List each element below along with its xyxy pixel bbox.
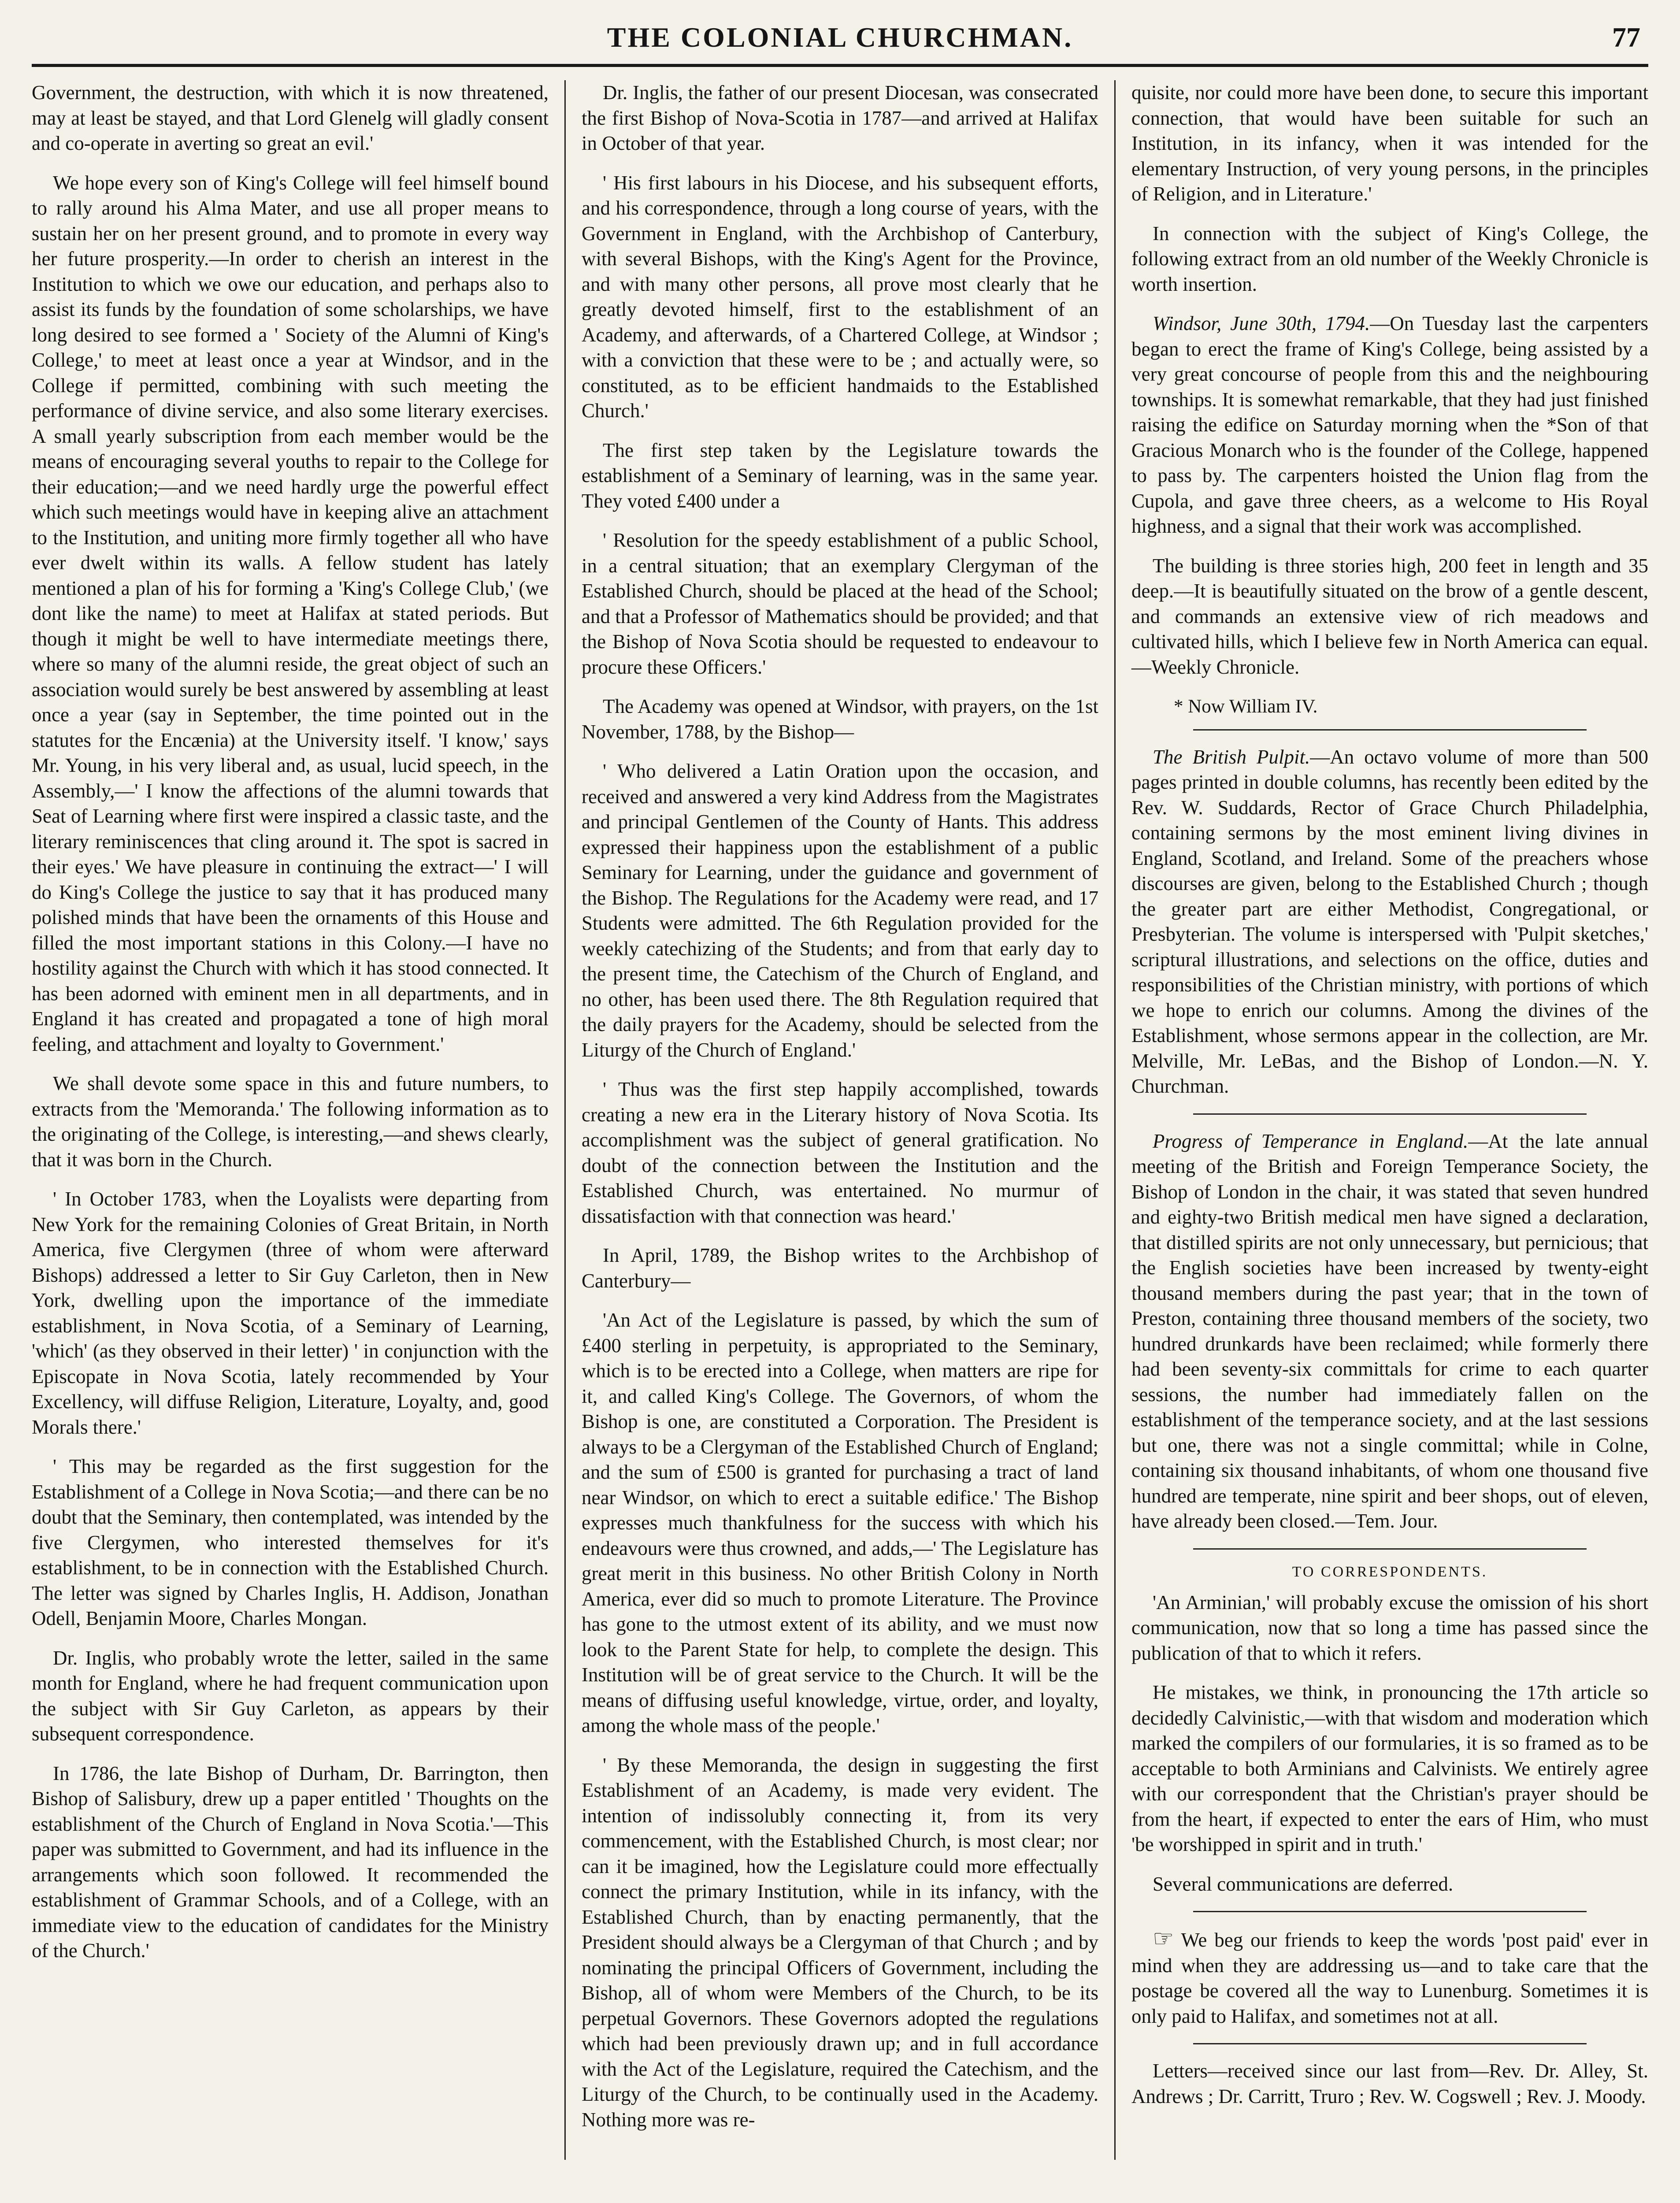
- footnote: * Now William IV.: [1174, 696, 1318, 717]
- paragraph: The building is three stories high, 200 feet in length and 35 deep.—It is beautifully situated on the brow of a gentle descent, and commands an extensive view of rich meadows and cultivated hills, which I believe few in North America can equal.—Weekly Chronicle.: [1131, 554, 1648, 678]
- notice-body: —At the late annual meeting of the British and Foreign Temperance Society, the Bishop of London in the chair, it was stated that seven hundred and eighty-two British medical men have signed a declaration, that distilled spirits are not only unnecessary, but pernicious; that the English societies have been increased by twenty-eight thousand members during the past year; that in the town of Preston, containing three thousand members of the society, two hundred drunkards have been reclaimed; while formerly there had been seventy-six committals for crime to each quarter sessions, the number had immediately fallen on the establishment of the temperance society, and at the last sessions but one, there was not a single committal; while in Colne, containing six thousand inhabitants, of whom one thousand five hundred are temperate, nine spirit and beer shops, out of eleven, have already been closed.—Tem. Jour.: [1131, 1130, 1648, 1532]
- column-1: [32, 80, 564, 2160]
- paragraph: The first step taken by the Legislature towards the establishment of a Seminary of learning, was in the same year. They voted £400 under a: [582, 439, 1098, 512]
- paragraph: ' Who delivered a Latin Oration upon the occasion, and received and answered a very kind Address from the Magistrates and principal Gentlemen of the County of Hants. This address expressed their happiness upon the establishment of a public Seminary for Learning, under the guidance and government of the Bishop. The Regulations for the Academy were read, and 17 Students were admitted. The 6th Regulation provided for the weekly catechizing of the Students; and from that early day to the present time, the Catechism of the Church of England, and no other, has been used there. The 8th Regulation required that the daily prayers for the Academy, should be selected from the Liturgy of the Church of England.': [582, 760, 1098, 1061]
- page-number: 77: [1612, 22, 1640, 53]
- divider: [1193, 1548, 1587, 1550]
- paragraph: quisite, nor could more have been done, to secure this important connection, that would have been suitable for such an Institution, in its infancy, when it was intended for the elementary Instruction, of very young persons, in the principles of Religion, and in Literature.': [1131, 82, 1648, 205]
- paragraph: Dr. Inglis, who probably wrote the letter, sailed in the same month for England, where he had frequent communication upon the subject with Sir Guy Carleton, as appears by their subsequent correspondence.: [32, 1647, 549, 1745]
- column-3: [1114, 80, 1648, 2160]
- column-2: [564, 80, 1114, 2160]
- paragraph: ' This may be regarded as the first suggestion for the Establishment of a College in Nova Scotia;—and there can be no doubt that the Seminary, then contemplated, was intended by the five Clergymen, who interested themselves for it's establishment, to be in connection with the Established Church. The letter was signed by Charles Inglis, H. Addison, Jonathan Odell, Benjamin Moore, Charles Mongan.: [32, 1455, 549, 1629]
- paragraph: ' In October 1783, when the Loyalists were departing from New York for the remaining Colonies of Great Britain, in North America, five Clergymen (three of whom were afterward Bishops) addressed a letter to Sir Guy Carleton, then in New York, dwelling upon the importance of the immediate establishment, in Nova Scotia, of a Seminary of Learning, 'which' (as they observed in their letter) ' in conjunction with the Episcopate in Nova Scotia, lately recommended by Your Excellency, will diffuse Religion, Literature, Loyalty, and, good Morals there.': [32, 1188, 549, 1438]
- pointing-hand-icon: ☞: [1153, 1925, 1174, 1952]
- notice-body: We beg our friends to keep the words 'post paid' ever in mind when they are addressing us—and to take care that the postage be covered all the way to Lunenburg. Sometimes it is only paid to Halifax, and sometimes not at all.: [1131, 1929, 1648, 2027]
- paragraph: In April, 1789, the Bishop writes to the Archbishop of Canterbury—: [582, 1244, 1098, 1292]
- paragraph: Government, the destruction, with which it is now threatened, may at least be stayed, and that Lord Glenelg will gladly consent and co-operate in averting so great an evil.': [32, 82, 549, 154]
- paragraph: 'An Arminian,' will probably excuse the omission of his short communication, now that so long a time has passed since the publication of that to which it refers.: [1131, 1591, 1648, 1664]
- notice-heading: The British Pulpit.: [1153, 745, 1310, 768]
- divider: [1193, 1911, 1587, 1912]
- paragraph: ' Thus was the first step happily accomplished, towards creating a new era in the Literary history of Nova Scotia. Its accomplishment was the subject of general gratification. No doubt of the connection between the Institution and the Established Church, was entertained. No murmur of dissatisfaction with that connection was heard.': [582, 1078, 1098, 1227]
- notice-heading: Progress of Temperance in England.: [1153, 1130, 1469, 1152]
- report-body: —On Tuesday last the carpenters began to erect the frame of King's College, being assisted by a very great concourse of people from this and the neighbouring townships. It is somewhat remarkable, that they had just finished raising the edifice on Saturday morning when the *Son of that Gracious Monarch who is the founder of the College, happened to pass by. The carpenters hoisted the Union flag from the Cupola, and gave three cheers, as a welcome to His Royal highness, and a signal that their work was accomplished.: [1131, 312, 1648, 537]
- paragraph: Dr. Inglis, the father of our present Diocesan, was consecrated the first Bishop of Nova-Scotia in 1787—and arrived at Halifax in October of that year.: [582, 82, 1098, 154]
- paragraph: Several communications are deferred.: [1153, 1873, 1454, 1895]
- notice-british-pulpit: [1131, 745, 1648, 1099]
- dateline: Windsor, June 30th, 1794.: [1153, 312, 1370, 334]
- paragraph: The Academy was opened at Windsor, with prayers, on the 1st November, 1788, by the Bishop—: [582, 695, 1098, 743]
- notice-temperance: [1131, 1129, 1648, 1534]
- section-heading: TO CORRESPONDENTS.: [1292, 1563, 1488, 1580]
- divider: [1193, 1113, 1587, 1115]
- notice-postage: [1131, 1926, 1648, 2029]
- masthead: [32, 0, 1648, 67]
- paragraph: He mistakes, we think, in pronouncing the 17th article so decidedly Calvinistic,—with that wisdom and moderation which marked the compilers of our formularies, it is so framed as to be acceptable to both Arminians and Calvinists. We entirely agree with our correspondent that the Christian's prayer should be from the heart, if expected to enter the ears of Him, who must 'be worshipped in spirit and in truth.': [1131, 1681, 1648, 1855]
- paragraph: In connection with the subject of King's College, the following extract from an old number of the Weekly Chronicle is worth insertion.: [1131, 222, 1648, 295]
- paragraph: In 1786, the late Bishop of Durham, Dr. Barrington, then Bishop of Salisbury, drew up a paper entitled ' Thoughts on the establishment of the Church of England in Nova Scotia.'—This paper was submitted to Government, and had its influence in the arrangements which soon followed. It recommended the establishment of Grammar Schools, and of a College, with an immediate view to the education of candidates for the Ministry of the Church.': [32, 1762, 549, 1962]
- notice-body: —An octavo volume of more than 500 pages printed in double columns, has recently been edited by the Rev. W. Suddards, Rector of Grace Church Philadelphia, containing sermons by the most eminent living divines in England, Scotland, and Ireland. Some of the preachers whose discourses are given, belong to the Established Church ; though the greater part are either Methodist, Congregational, or Presbyterian. The volume is interspersed with 'Pulpit sketches,' scriptural illustrations, and selections on the office, duties and responsibilities of the Christian ministry, with portions of which we hope to enrich our columns. Among the divines of the Establishment, whose sermons appear in the collection, are Mr. Melville, Mr. LeBas, and the Bishop of London.—N. Y. Churchman.: [1131, 745, 1648, 1097]
- divider: [1193, 2043, 1587, 2044]
- article-columns: [32, 80, 1648, 2160]
- page-title: THE COLONIAL CHURCHMAN.: [607, 22, 1073, 53]
- divider: [1193, 729, 1587, 731]
- letters-received: Letters—received since our last from—Rev. Dr. Alley, St. Andrews ; Dr. Carritt, Truro ; Rev. W. Cogswell ; Rev. J. Moody.: [1131, 2060, 1648, 2107]
- paragraph: ' By these Memoranda, the design in suggesting the first Establishment of an Academy, is made very evident. The intention of indissolubly connecting it, from its very commencement, with the Established Church, is most clear; nor can it be imagined, how the Legislature could more effectually connect the primary Institution, while in its infancy, with the Established Church, than by enacting permanently, that the President should always be a Clergyman of that Church ; and by nominating the principal Officers of Government, including the Bishop, all of whom were Members of the Church, to be its perpetual Governors. These Governors adopted the regulations which had been previously drawn up; and in full accordance with the Act of the Legislature, required the Catechism, and the Liturgy of the Church, to be continually used in the Academy. Nothing more was re-: [582, 1754, 1098, 2131]
- paragraph: ' Resolution for the speedy establishment of a public School, in a central situation; that an exemplary Clergyman of the Established Church, should be placed at the head of the School; and that a Professor of Mathematics should be provided; and that the Bishop of Nova Scotia should be requested to endeavour to procure these Officers.': [582, 529, 1098, 678]
- paragraph: We shall devote some space in this and future numbers, to extracts from the 'Memoranda.' The following information as to the originating of the College, is interesting,—and shews clearly, that it was born in the Church.: [32, 1072, 549, 1171]
- paragraph: 'An Act of the Legislature is passed, by which the sum of £400 sterling in perpetuity, is appropriated to the Seminary, which is to be erected into a College, when matters are ripe for it, and called King's College. The Governors, of whom the Bishop is one, are constituted a Corporation. The President is always to be a Clergyman of the Established Church of England; and the sum of £500 is granted for purchasing a tract of land near Windsor, on which to erect a suitable edifice.' The Bishop expresses much thankfulness for the success with which his endeavours were thus crowned, and adds,—' The Legislature has great merit in this business. No other British Colony in North America, ever did so much to promote Literature. The Province has gone to the utmost extent of its ability, and we must now look to the Parent State for help, to complete the design. This Institution will be of great service to the Church. It will be the means of diffusing useful knowledge, virtue, order, and loyalty, among the whole mass of the people.': [582, 1309, 1098, 1736]
- dated-report: [1131, 311, 1648, 539]
- paragraph: ' His first labours in his Diocese, and his subsequent efforts, and his correspondence, through a long course of years, with the Government in England, with the Archbishop of Canterbury, with several Bishops, with the King's Agent for the Province, and with many other persons, all prove most clearly that he greatly devoted himself, first to the establishment of an Academy, and afterwards, of a Chartered College, at Windsor ; with a conviction that these were to be ; and actually were, so constituted, as to be efficient handmaids to the Established Church.': [582, 171, 1098, 422]
- paragraph: We hope every son of King's College will feel himself bound to rally around his Alma Mater, and use all proper means to sustain her on her present ground, and to promote in every way her future prosperity.—In order to cherish an interest in the Institution to which we owe our education, and perhaps also to assist its funds by the foundation of some scholarships, we have long desired to see formed a ' Society of the Alumni of King's College,' to meet at least once a year at Windsor, and in the College if permitted, combining with such meeting the performance of divine service, and also some literary exercises. A small yearly subscription from each member would be the means of encouraging several youths to repair to the College for their education;—and we need hardly urge the powerful effect which such meetings would have in keeping alive an attachment to the Institution, and uniting more firmly together all who have ever dwelt within its walls. A fellow student has lately mentioned a plan of his for forming a 'King's College Club,' (we dont like the name) to meet at Halifax at stated periods. But though it might be well to have intermediate meetings there, where so many of the alumni reside, the great object of such an association would surely be best answered by assembling at least once a year (say in September, the time pointed out in the statutes for the Encænia) at the University itself. 'I know,' says Mr. Young, in his very liberal and, as usual, lucid speech, in the Assembly,—' I know the affections of the alumni towards that Seat of Learning where first were inspired a classic taste, and the literary reminiscences that cling around it. The spot is sacred in their eyes.' We have pleasure in continuing the extract—' I will do King's College the justice to say that it has produced many polished minds that have been the ornaments of this House and filled the most important stations in this Colony.—I have no hostility against the Church with which it has stood connected. It has been adorned with eminent men in all departments, and in England it has created and propagated a tone of high moral feeling, and attachment and loyalty to Government.': [32, 171, 549, 1055]
